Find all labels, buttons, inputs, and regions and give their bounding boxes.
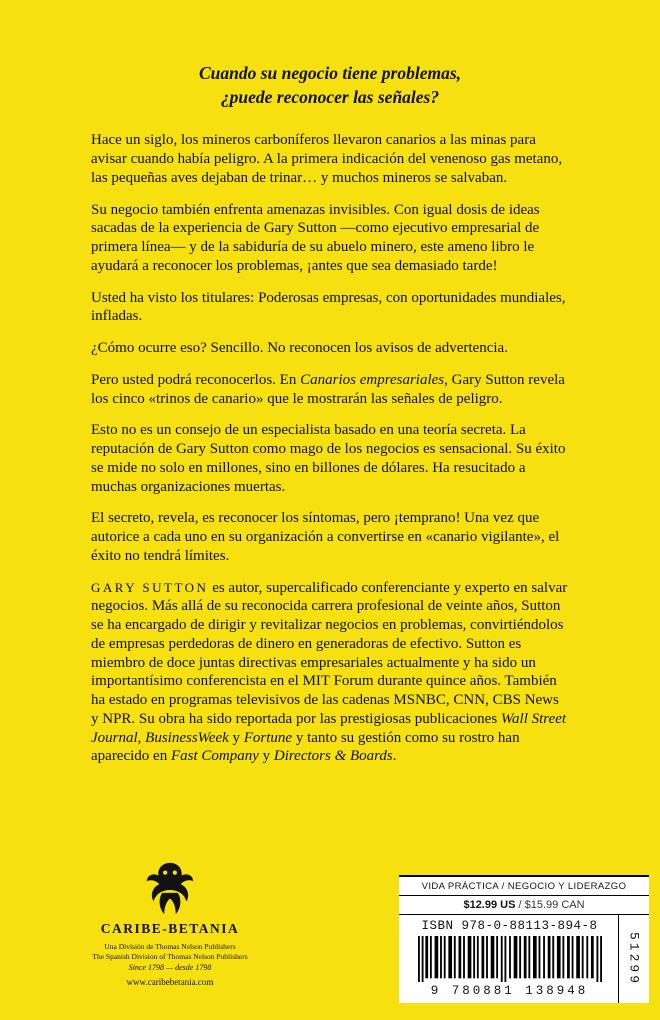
- body-paragraph: Esto no es un consejo de un especialista basado en una teoría secreta. La reputación de Gary Sutton como mago de los negocios es sensacional. Su éxito se mide no solo en millones, sino en billones de dólares. Ha resucitado a muchas organizaciones muertas.: [91, 422, 566, 495]
- author-bio-paragraph: GARY SUTTON es autor, supercalificado conferenciante y experto en salvar negocios. Más allá de su reconocida carrera profesional de veinte años, Sutton se ha encargado de dirigir y revitalizar negocios en problemas, convirtiéndolos de empresas perdedoras de dinero en generadoras de efectivo. Sutton es miembro de doce juntas directivas empresariales actualmente y ha sido un importantísimo conferencista en el MIT Forum durante quince años. También ha estado en programas televisivos de las cadenas MSNBC, CNN, CBS News y NPR. Su obra ha sido reportada por las prestigiosas publicaciones Wall Street Journal, BusinessWeek y Fortune y tanto su gestión como su rostro han aparecido en Fast Company y Directors & Boards.: [91, 579, 568, 765]
- price-row: [399, 896, 649, 915]
- body-paragraph: Usted ha visto los titulares: Poderosas empresas, con oportunidades mundiales, infladas.: [91, 289, 566, 325]
- back-cover-copy: [91, 62, 569, 766]
- publisher-division-spanish: Una División de Thomas Nelson Publishers: [104, 941, 236, 951]
- publisher-division-english: The Spanish Division of Thomas Nelson Publishers: [92, 951, 248, 961]
- publisher-bird-logo-icon: [139, 861, 201, 917]
- publisher-name: CARIBE-BETANIA: [100, 920, 240, 936]
- headline: [91, 62, 569, 109]
- back-cover-footer: [0, 835, 660, 1020]
- price-code-vertical: 51299: [618, 915, 649, 1003]
- body-paragraph: Su negocio también enfrenta amenazas invisibles. Con igual dosis de ideas sacadas de la experiencia de Gary Sutton —como ejecutivo empresarial de primera línea— y de la sabiduría de su abuelo minero, este ameno libro le ayudará a reconocer los problemas, ¡antes que sea demasiado tarde!: [91, 201, 540, 274]
- barcode-number: 9 780881 138948: [430, 984, 589, 998]
- barcode-region: [399, 915, 649, 1003]
- category-label: VIDA PRÁCTICA / NEGOCIO Y LIDERAZGO: [399, 877, 649, 896]
- isbn-label: ISBN 978-0-88113-894-8: [421, 919, 598, 933]
- publisher-block: [70, 861, 270, 988]
- headline-line-2: ¿puede reconocer las señales?: [220, 86, 440, 107]
- body-paragraph: El secreto, revela, es reconocer los síntomas, pero ¡temprano! Una vez que autorice a cada uno en su organización a convertirse en «canario vigilante», el éxito no tendrá límites.: [91, 510, 560, 564]
- headline-line-1: Cuando su negocio tiene problemas,: [198, 63, 462, 83]
- publisher-website: www.caribebetania.com: [126, 976, 214, 987]
- price-can: / $15.99 CAN: [518, 899, 585, 911]
- body-paragraph: ¿Cómo ocurre eso? Sencillo. No reconocen los avisos de advertencia.: [91, 340, 508, 356]
- price-box: [399, 875, 649, 1003]
- publisher-since: Since 1798 — desde 1798: [128, 963, 212, 973]
- body-paragraph: Hace un siglo, los mineros carboníferos llevaron canarios a las minas para avisar cuando había peligro. A la primera indicación del venenoso gas metano, las pequeñas aves dejaban de trinar… y muchos mineros se salvaban.: [91, 132, 563, 186]
- price-us: $12.99 US: [463, 899, 516, 911]
- barcode-image: [415, 936, 605, 982]
- body-paragraph: Pero usted podrá reconocerlos. En Canarios empresariales, Gary Sutton revela los cinco «trinos de canario» que le mostrarán las señales de peligro.: [91, 371, 565, 407]
- barcode-main: [399, 915, 618, 1003]
